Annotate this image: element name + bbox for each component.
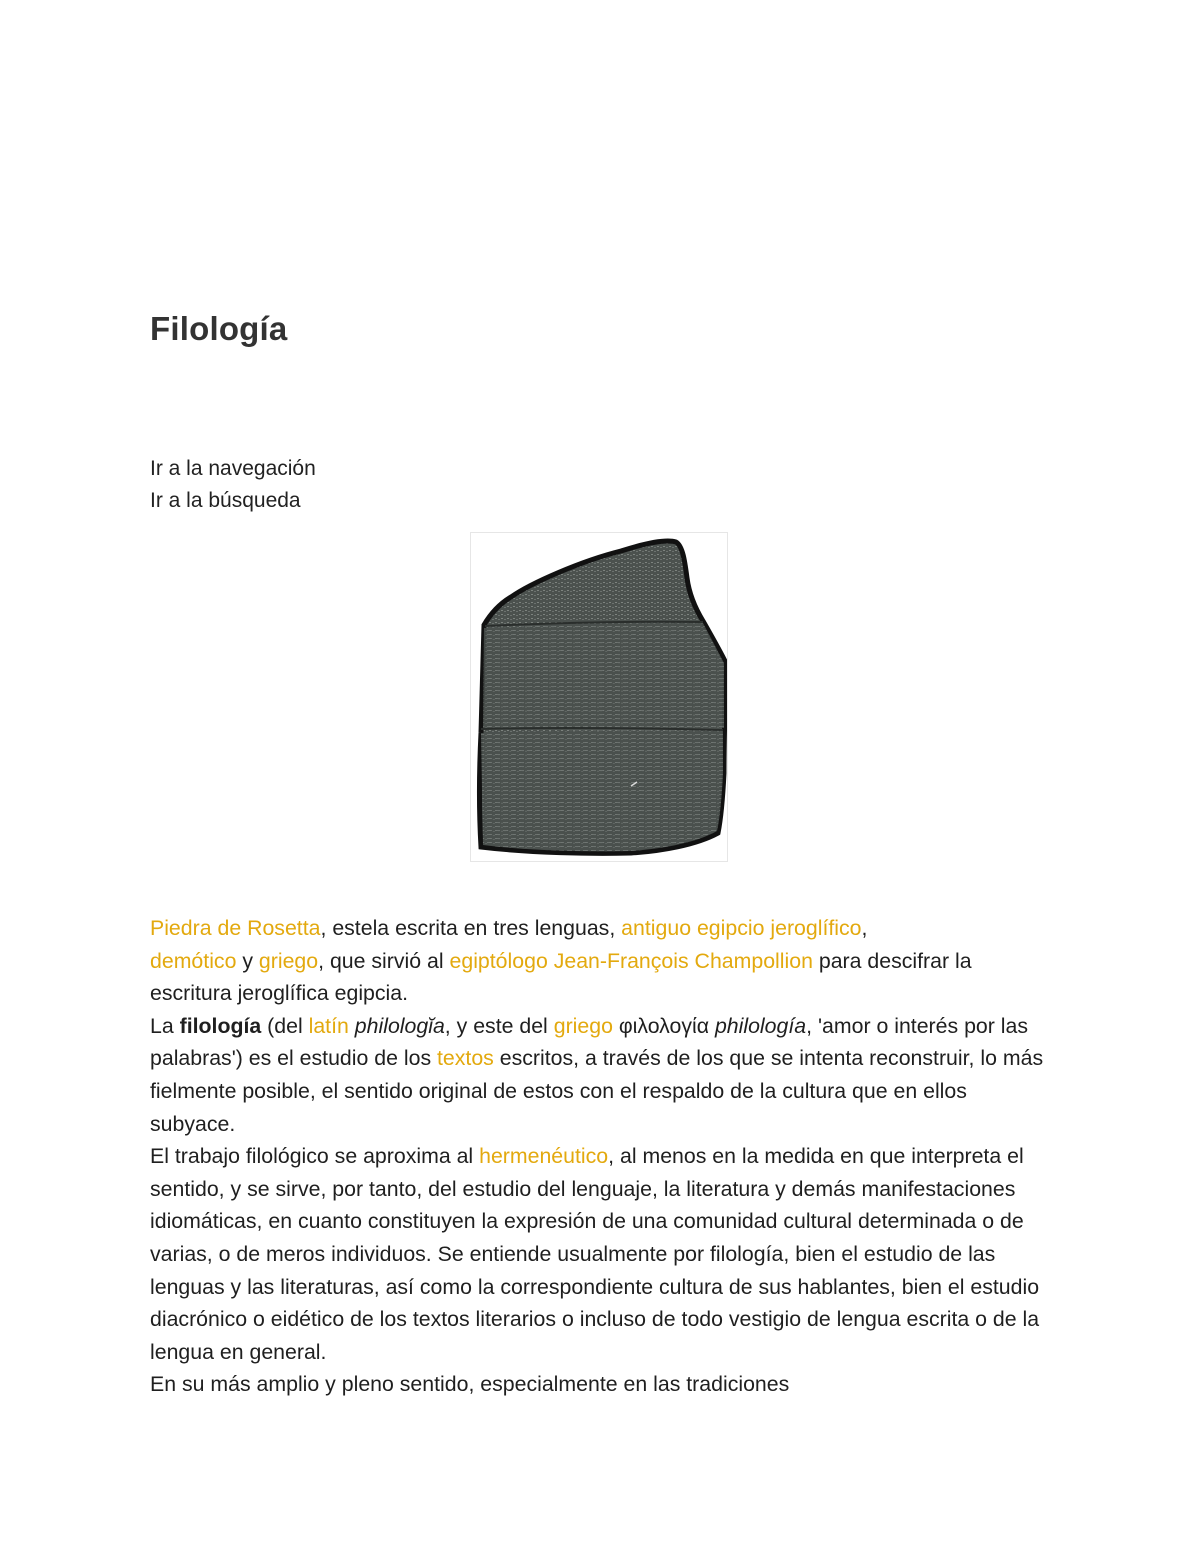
definition-paragraph: La filología (del latín philologĭa, y este del griego φιλολογία philología, 'amor o interés por las palabras') es el estudio de los textos escritos, a través de los que se intenta reconstruir, lo más fielmente posible, el sentido original de estos con el respaldo de la cultura que en ellos subyace.: [150, 1013, 1044, 1136]
demotic-section: [483, 623, 724, 729]
rosetta-stone-image[interactable]: [470, 532, 728, 862]
link-griego-etymology[interactable]: griego: [553, 1013, 613, 1038]
skip-links: [150, 453, 316, 517]
latin-etymon: philologĭa: [354, 1013, 445, 1038]
link-antiguo-egipcio-jeroglifico[interactable]: antiguo egipcio jeroglífico: [621, 916, 862, 940]
broad-sense-paragraph: En su más amplio y pleno sentido, especialmente en las tradiciones: [150, 1372, 790, 1397]
link-egiptologo-champollion[interactable]: egiptólogo Jean-François Champollion: [449, 948, 813, 973]
page-title: Filología: [150, 310, 288, 347]
hermeneutics-paragraph: El trabajo filológico se aproxima al hermenéutico, al menos en la medida en que interpreta el sentido, y se sirve, por tanto, del estudio del lenguaje, la literatura y demás manifestaciones idiomáticas, en cuanto constituyen la expresión de una comunidad cultural determinada o de varias, o de meros individuos. Se entiende usualmente por filología, bien el estudio de las lenguas y las literaturas, así como la correspondiente cultura de sus hablantes, bien el estudio diacrónico o eidético de los textos literarios o incluso de todo vestigio de lengua escrita o de la lengua en general.: [150, 1144, 1040, 1364]
link-griego[interactable]: griego: [258, 948, 319, 973]
rosetta-stone-illustration: [471, 533, 727, 861]
term-filologia: filología: [179, 1013, 262, 1038]
image-caption-paragraph: Piedra de Rosetta, estela escrita en tres lenguas, antiguo egipcio jeroglífico, demótico y griego, que sirvió al egiptólogo Jean-François Champollion para descifrar la escritura jeroglífica egipcia.: [150, 916, 972, 1006]
skip-to-search-link[interactable]: Ir a la búsqueda: [150, 489, 301, 512]
link-hermeneutico[interactable]: hermenéutico: [479, 1144, 609, 1169]
link-piedra-de-rosetta[interactable]: Piedra de Rosetta: [150, 916, 321, 940]
link-latin[interactable]: latín: [308, 1013, 349, 1038]
greek-transliteration: philología: [714, 1013, 807, 1038]
greek-section: [481, 730, 723, 851]
skip-to-navigation-link[interactable]: Ir a la navegación: [150, 457, 316, 480]
link-demotico[interactable]: demótico: [150, 948, 237, 973]
article-body: [150, 912, 1050, 1401]
link-textos[interactable]: textos: [437, 1046, 494, 1071]
